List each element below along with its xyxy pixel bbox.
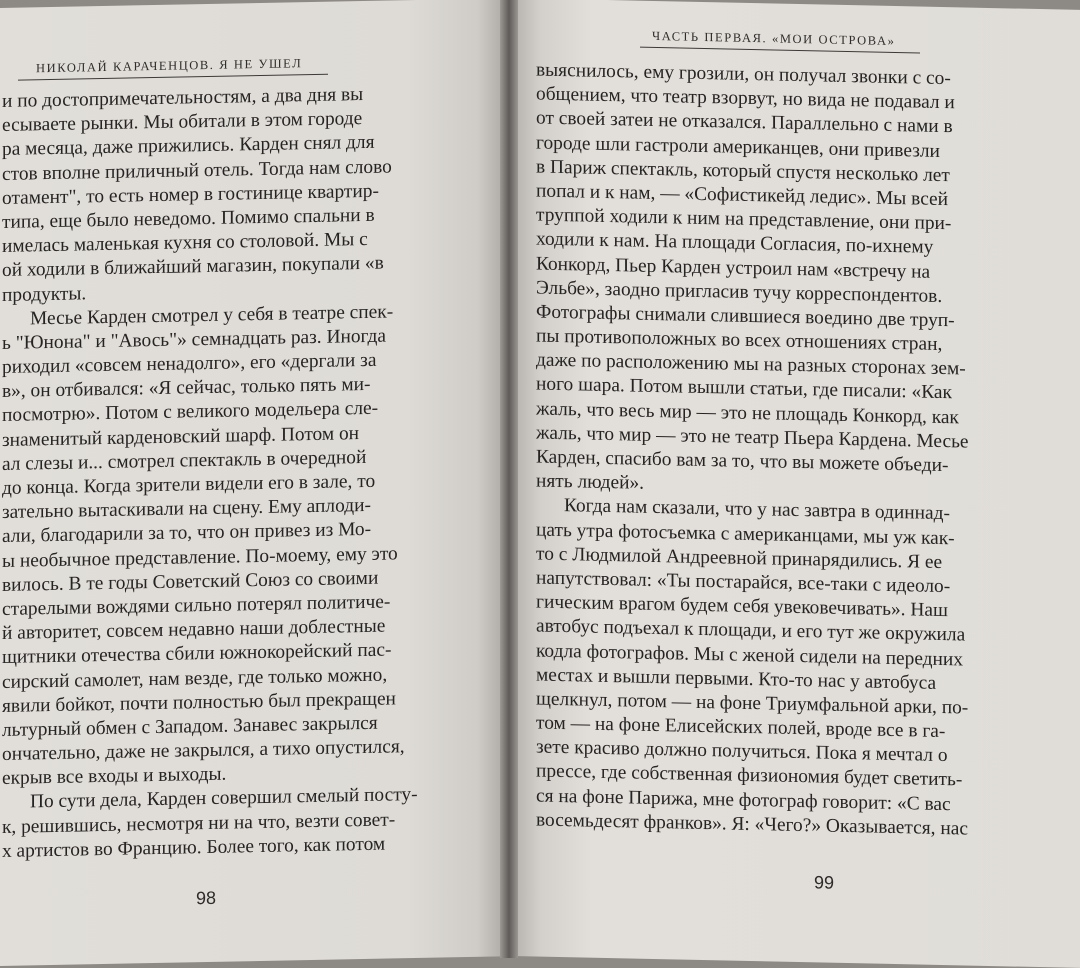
text-line: пы противоположных во всех отношениях стран, [536, 325, 943, 356]
text-line: напутствовал: «Ты постарайся, все-таки с идеоло- [536, 567, 951, 598]
text-line: к, решившись, несмотря ни на что, везти совет- [2, 809, 396, 838]
text-line: отамент", то есть номер в гостинице квартир- [2, 180, 379, 209]
text-line: есываете рынки. Мы обитали в этом городе [2, 108, 363, 137]
text-line: Когда нам сказали, что у нас завтра в одиннад- [564, 495, 950, 525]
text-line: нять людей». [536, 470, 645, 494]
text-line: жаль, что весь мир — это не площадь Конкорд, как [536, 398, 959, 428]
text-line: зательно вытаскивали на сцену. Ему аплоди- [2, 495, 371, 524]
text-line: от своей затеи не отказался. Параллельно с нами в [536, 107, 953, 138]
text-line: ончательно, даже не закрылся, а тихо опустился, [2, 736, 405, 766]
text-line: городе шли гастроли американцев, они привезли [536, 132, 940, 162]
text-line: знаменитый карденовский шарф. Потом он [2, 422, 360, 451]
right-page-text [536, 59, 1036, 843]
text-line: в Париж спектакль, который спустя несколько лет [536, 156, 950, 186]
text-line: в», он отбивался: «Я сейчас, только пять ми- [2, 374, 371, 403]
book-gutter [500, 0, 518, 958]
text-line: цать утра фотосъемка с американцами, мы уж как- [536, 519, 955, 549]
text-line: Месье Карден смотрел у себя в театре спек- [30, 301, 394, 330]
text-line: общением, что театр взорвут, но вида не подавал и [536, 83, 955, 114]
text-line: зете красиво должно получиться. Пока я мечтал о [536, 736, 948, 767]
text-line: труппой ходили к ним на представление, они при- [536, 204, 952, 235]
text-line: вилось. В те годы Советский Союз со своими [2, 567, 379, 596]
text-line: типа, еще было неведомо. Помимо спальни в [2, 204, 375, 233]
text-line: Конкорд, Пьер Карден устроил нам «встречу на [536, 253, 931, 283]
text-line: х артистов во Францию. Более того, как потом [2, 833, 386, 862]
running-header-right: ЧАСТЬ ПЕРВАЯ. «МОИ ОСТРОВА» [652, 28, 896, 49]
text-line: Эльбе», заодно пригласив тучу корреспондентов. [536, 277, 943, 307]
text-line: имелась маленькая кухня со столовой. Мы с [2, 229, 368, 258]
text-line: и по достопримечательностям, а два дня вы [2, 84, 364, 112]
text-line: старелыми вождями сильно потерял политиче- [2, 591, 391, 620]
text-line: льтурный обмен с Западом. Занавес закрылся [2, 712, 378, 741]
text-line: По сути дела, Карден совершил смелый посту- [30, 784, 418, 813]
text-line: гическим врагом будем себя увековечивать». Наш [536, 591, 948, 622]
text-line: посмотрю». Потом с великого модельера сле- [2, 398, 379, 427]
text-line: риходил «совсем ненадолго», его «дергали за [2, 349, 377, 379]
text-line: том — на фоне Елисейских полей, вроде все в га- [536, 712, 946, 743]
text-line: ра месяца, даже прижились. Карден снял для [2, 132, 375, 161]
text-line: ходили к нам. На площади Согласия, по-ихнему [536, 228, 934, 259]
text-line: ал слезы и... смотрел спектакль в очередной [2, 446, 367, 475]
left-page [0, 0, 508, 966]
left-page-text [2, 82, 432, 864]
text-line: до конца. Когда зрители видели его в зале, то [2, 470, 376, 499]
page-number-left: 98 [196, 887, 217, 909]
text-line: попал и к нам, — «Софистикейд ледис». Мы всей [536, 180, 949, 211]
text-line: щитники отечества сбили южнокорейский пас- [2, 639, 392, 669]
text-line: местах и вышли первыми. Кто-то нас у автобуса [536, 664, 937, 694]
text-line: й авторитет, совсем недавно наши доблестные [2, 615, 386, 645]
text-line: ся на фоне Парижа, мне фотограф говорит: «С вас [536, 785, 951, 815]
text-line: кодла фотографов. Мы с женой сидели на передних [536, 640, 963, 670]
text-line: выяснилось, ему грозили, он получал звонки с со- [536, 59, 951, 90]
text-line: ы необычное представление. По-моему, ему это [2, 542, 398, 572]
text-line: жаль, что мир — это не театр Пьера Кардена. Месье [536, 422, 969, 453]
text-line: автобус подъехал к площади, и его тут же окружила [536, 615, 966, 646]
text-line: Карден, спасибо вам за то, что вы можете объеди- [536, 446, 949, 477]
text-line: восемьдесят франков». Я: «Чего?» Оказывается, нас [536, 809, 968, 840]
text-line: ного шара. Потом вышли статьи, где писали: «Как [536, 373, 952, 404]
text-line: ь "Юнона" и "Авось"» семнадцать раз. Иногда [2, 325, 387, 354]
right-page [512, 0, 1080, 968]
text-line: стов вполне приличный отель. Тогда нам слово [2, 156, 392, 185]
text-line: прессе, где собственная физиономия будет светить- [536, 760, 963, 791]
text-line: даже по расположению мы на разных сторонах зем- [536, 349, 966, 380]
text-line: щелкнул, потом — на фоне Триумфальной арки, по- [536, 688, 969, 719]
running-header-left: НИКОЛАЙ КАРАЧЕНЦОВ. Я НЕ УШЕЛ [36, 56, 303, 76]
text-line: али, благодарили за то, что он привез из Мо- [2, 519, 372, 548]
text-line: Фотографы снимали слившиеся воедино две труп- [536, 301, 955, 332]
text-line: то с Людмилой Андреевной принарядились. Я ее [536, 543, 943, 573]
text-line: екрыв все входы и выходы. [2, 763, 227, 790]
text-line: сирский самолет, нам везде, где только можно, [2, 664, 388, 693]
text-line: продукты. [2, 282, 87, 306]
page-number-right: 99 [814, 872, 835, 893]
text-line: ой ходили в ближайший магазин, покупали «в [2, 252, 384, 282]
text-line: явили бойкот, почти полностью был прекращен [2, 688, 396, 717]
